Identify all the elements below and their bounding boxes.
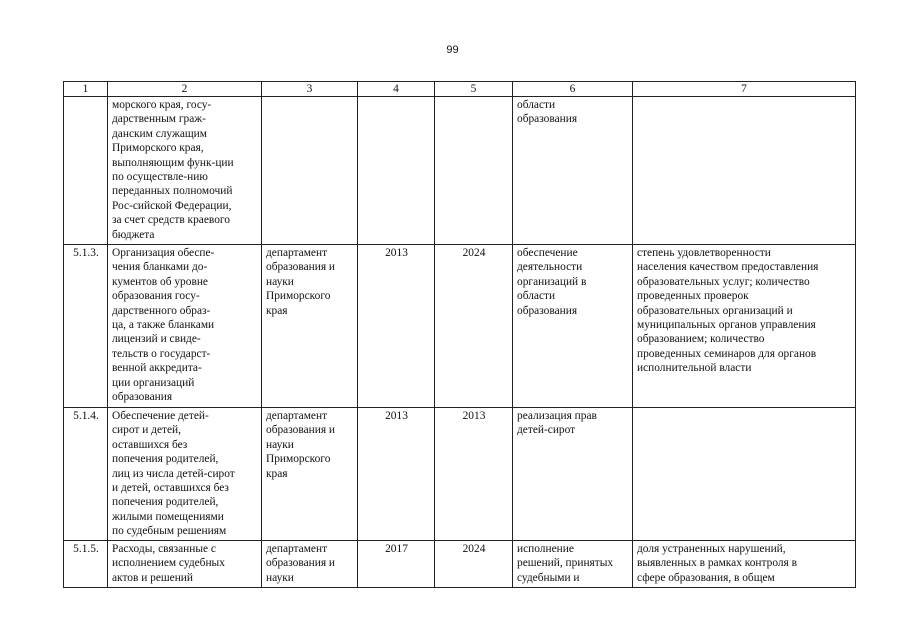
executor-cell [262,97,358,245]
executor-cell: департамент образования и науки Приморского края [262,408,358,541]
end-year-cell [435,97,513,245]
activity-name-cell: морского края, госу- дарственным граж- данским служащим Приморского края, выполняющим функ-ции по осуществле-нию переданных полномочий Рос-сийской Федерации, за счет средств краевого бюджета [108,97,262,245]
start-year-cell [358,97,435,245]
expected-result-cell: исполнение решений, принятых судебными и [513,541,633,588]
column-header: 1 [64,82,108,97]
activity-name-cell: Расходы, связанные с исполнением судебных актов и решений [108,541,262,588]
column-header: 2 [108,82,262,97]
executor-cell: департамент образования и науки [262,541,358,588]
table-row [64,408,856,541]
column-number-header-row [64,82,856,97]
item-number-cell [64,97,108,245]
indicator-cell: степень удовлетворенности населения качеством предоставления образовательных услуг; количество проведенных проверок образовательных организаций и муниципальных органов управления образованием; количество проведенных семинаров для органов исполнительной власти [633,245,856,408]
end-year-cell: 2013 [435,408,513,541]
activity-name-cell: Обеспечение детей- сирот и детей, оставшихся без попечения родителей, лиц из числа детей-сирот и детей, оставшихся без попечения родителей, жилыми помещениями по судебным решениям [108,408,262,541]
start-year-cell: 2013 [358,408,435,541]
column-header: 3 [262,82,358,97]
expected-result-cell: обеспечение деятельности организаций в области образования [513,245,633,408]
start-year-cell: 2017 [358,541,435,588]
indicator-cell [633,408,856,541]
column-header: 7 [633,82,856,97]
page-number: 99 [446,44,459,56]
column-header: 4 [358,82,435,97]
table-row [64,245,856,408]
program-activities-table [63,81,856,588]
indicator-cell [633,97,856,245]
column-header: 6 [513,82,633,97]
column-header: 5 [435,82,513,97]
end-year-cell: 2024 [435,245,513,408]
indicator-cell: доля устраненных нарушений, выявленных в рамках контроля в сфере образования, в общем [633,541,856,588]
item-number-cell: 5.1.3. [64,245,108,408]
end-year-cell: 2024 [435,541,513,588]
expected-result-cell: реализация прав детей-сирот [513,408,633,541]
item-number-cell: 5.1.5. [64,541,108,588]
activity-name-cell: Организация обеспе- чения бланками до- кументов об уровне образования госу- дарственного образ- ца, а также бланками лицензий и свиде- тельств о государст- венной аккредита- ции организаций образования [108,245,262,408]
executor-cell: департамент образования и науки Приморского края [262,245,358,408]
table-row [64,97,856,245]
table-row [64,541,856,588]
item-number-cell: 5.1.4. [64,408,108,541]
start-year-cell: 2013 [358,245,435,408]
expected-result-cell: области образования [513,97,633,245]
